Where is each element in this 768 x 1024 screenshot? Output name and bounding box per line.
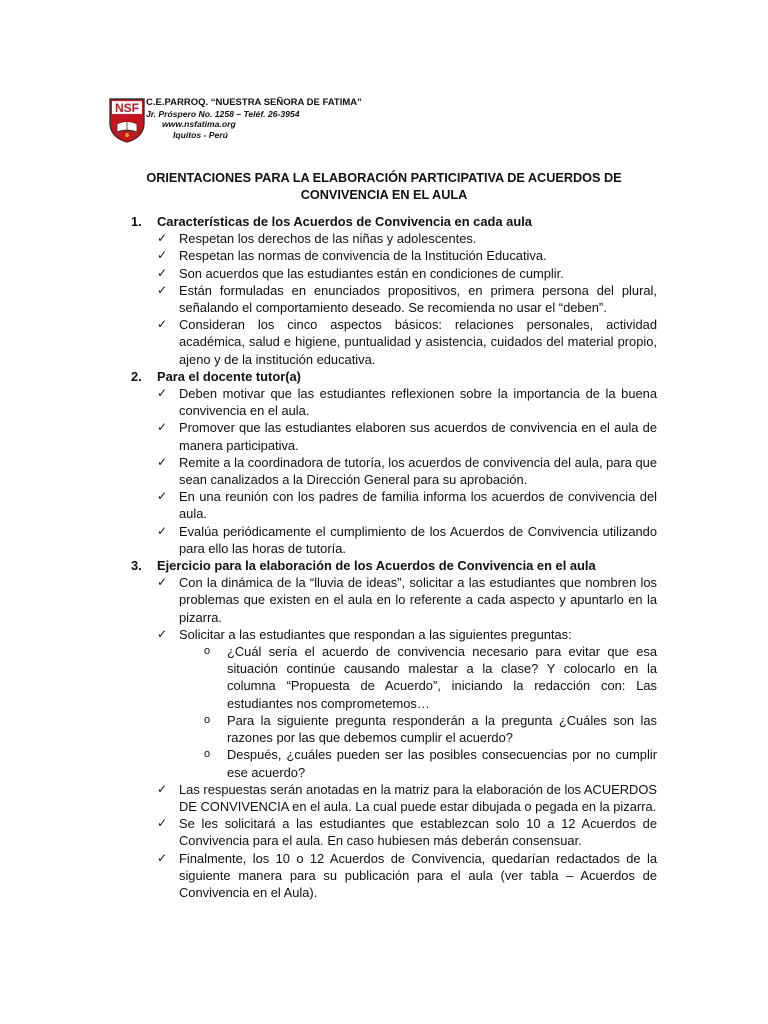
list-item: ✓ Promover que las estudiantes elaboren sus acuerdos de convivencia en el aula de manera participativa.: [157, 420, 657, 453]
list-item: ✓ En una reunión con los padres de familia informa los acuerdos de convivencia del aula.: [157, 489, 657, 522]
section-title: Características de los Acuerdos de Convivencia en cada aula: [157, 214, 532, 229]
section-1: [131, 213, 657, 368]
logo-text: NSF: [115, 101, 139, 115]
list-item: ✓ Con la dinámica de la “lluvia de ideas”, solicitar a las estudiantes que nombren los problemas que existen en el aula en lo referente a cada aspecto y apuntarlo en la pizarra.: [157, 575, 657, 625]
sub-list-item: o ¿Cuál sería el acuerdo de convivencia necesario para evitar que esa situación continúe causando malestar a la clase? Y colocarlo en la columna “Propuesta de Acuerdo”, iniciando la redacción con: Las estudiantes nos comprometemos…: [204, 644, 657, 711]
list-item: ✓ Las respuestas serán anotadas en la matriz para la elaboración de los ACUERDOS DE CONVIVENCIA en el aula. La cual puede estar dibujada o pegada en la pizarra.: [157, 781, 657, 814]
checkmark-icon: ✓: [157, 575, 168, 590]
list-item: ✓ Solicitar a las estudiantes que respondan a las siguientes preguntas: o ¿Cuál sería el acuerdo de convivencia necesario para evitar que esa situación continúe causando malestar a la clase? Y colocarlo en la columna “Propuesta de Acuerdo”, iniciando la redacción con: Las estudiantes nos comprometemos… o Para la siguiente pregunta responderán a la pregunta ¿Cuáles son las razones por las que debemos cumplir el acuerdo? o Después, ¿cuáles pueden ser las posibles consecuencias por no cumplir ese acuerdo?: [157, 626, 657, 780]
document-body: [131, 213, 657, 901]
list-item: ✓ Remite a la coordinadora de tutoría, los acuerdos de convivencia del aula, para que sean canalizados a la Dirección General para su aprobación.: [157, 454, 657, 488]
list-item: ✓ Respetan los derechos de las niñas y adolescentes.: [157, 231, 477, 247]
section-title: Ejercicio para la elaboración de los Acuerdos de Convivencia en el aula: [157, 558, 596, 574]
checkmark-icon: ✓: [157, 248, 168, 263]
section-number: 1.: [131, 214, 142, 229]
list-item: ✓ Respetan las normas de convivencia de la Institución Educativa.: [157, 248, 547, 264]
section-heading: [131, 557, 657, 574]
school-name: C.E.PARROQ. “NUESTRA SEÑORA DE FATIMA”: [146, 97, 362, 108]
circle-bullet-icon: o: [204, 713, 211, 726]
section-3: [131, 557, 657, 901]
document-title: ORIENTACIONES PARA LA ELABORACIÓN PARTICIPATIVA DE ACUERDOS DE CONVIVENCIA EN EL AULA: [146, 171, 622, 202]
section-heading: [131, 368, 657, 385]
checkmark-icon: ✓: [157, 265, 168, 280]
section-heading: [131, 213, 657, 230]
list-item: ✓ Son acuerdos que las estudiantes están en condiciones de cumplir.: [157, 265, 564, 281]
school-logo-icon: [108, 97, 146, 143]
checkmark-icon: ✓: [157, 420, 168, 435]
section-number: 3.: [131, 558, 142, 574]
circle-bullet-icon: o: [204, 748, 211, 761]
checkmark-icon: ✓: [157, 489, 168, 504]
school-address: Jr. Próspero No. 1258 – Teléf. 26-3954: [146, 108, 300, 119]
section-title: Para el docente tutor(a): [157, 368, 301, 384]
checkmark-icon: ✓: [157, 850, 168, 865]
section-2: [131, 368, 657, 557]
letterhead-text: [146, 98, 362, 140]
checkmark-icon: ✓: [157, 231, 168, 246]
list-item: ✓ Deben motivar que las estudiantes reflexionen sobre la importancia de la buena convivencia en el aula.: [157, 386, 657, 419]
sub-list-item: o Para la siguiente pregunta responderán a la pregunta ¿Cuáles son las razones por las que debemos cumplir el acuerdo?: [204, 712, 657, 746]
list-item: ✓ Consideran los cinco aspectos básicos: relaciones personales, actividad académica, salud e higiene, puntualidad y asistencia, cuidados del material propio, ajeno y de la institución educativa.: [157, 317, 657, 367]
sub-list-item: o Después, ¿cuáles pueden ser las posibles consecuencias por no cumplir ese acuerdo?: [204, 747, 657, 780]
checkmark-icon: ✓: [157, 454, 168, 469]
list-item: ✓ Evalúa periódicamente el cumplimiento de los Acuerdos de Convivencia utilizando para ello las horas de tutoría.: [157, 523, 657, 556]
checkmark-icon: ✓: [157, 282, 168, 297]
list-item: ✓ Finalmente, los 10 o 12 Acuerdos de Convivencia, quedarían redactados de la siguiente manera para su publicación para el aula (ver tabla – Acuerdos de Convivencia en el Aula).: [157, 850, 657, 900]
list-item: ✓ Se les solicitará a las estudiantes que establezcan solo 10 a 12 Acuerdos de Convivencia para el aula. En caso hubiesen más deberán consensuar.: [157, 816, 657, 849]
school-city: Iquitos - Perú: [173, 129, 228, 140]
section-number: 2.: [131, 368, 142, 384]
checkmark-icon: ✓: [157, 816, 168, 831]
checkmark-icon: ✓: [157, 386, 168, 401]
checkmark-icon: ✓: [157, 781, 168, 796]
checkmark-icon: ✓: [157, 626, 168, 641]
checkmark-icon: ✓: [157, 523, 168, 538]
checkmark-icon: ✓: [157, 317, 168, 332]
school-website: www.nsfatima.org: [162, 119, 236, 129]
list-item: ✓ Están formuladas en enunciados propositivos, en primera persona del plural, señalando el comportamiento deseado. Se recomienda no usar el “deben”.: [157, 282, 657, 316]
circle-bullet-icon: o: [204, 645, 211, 658]
